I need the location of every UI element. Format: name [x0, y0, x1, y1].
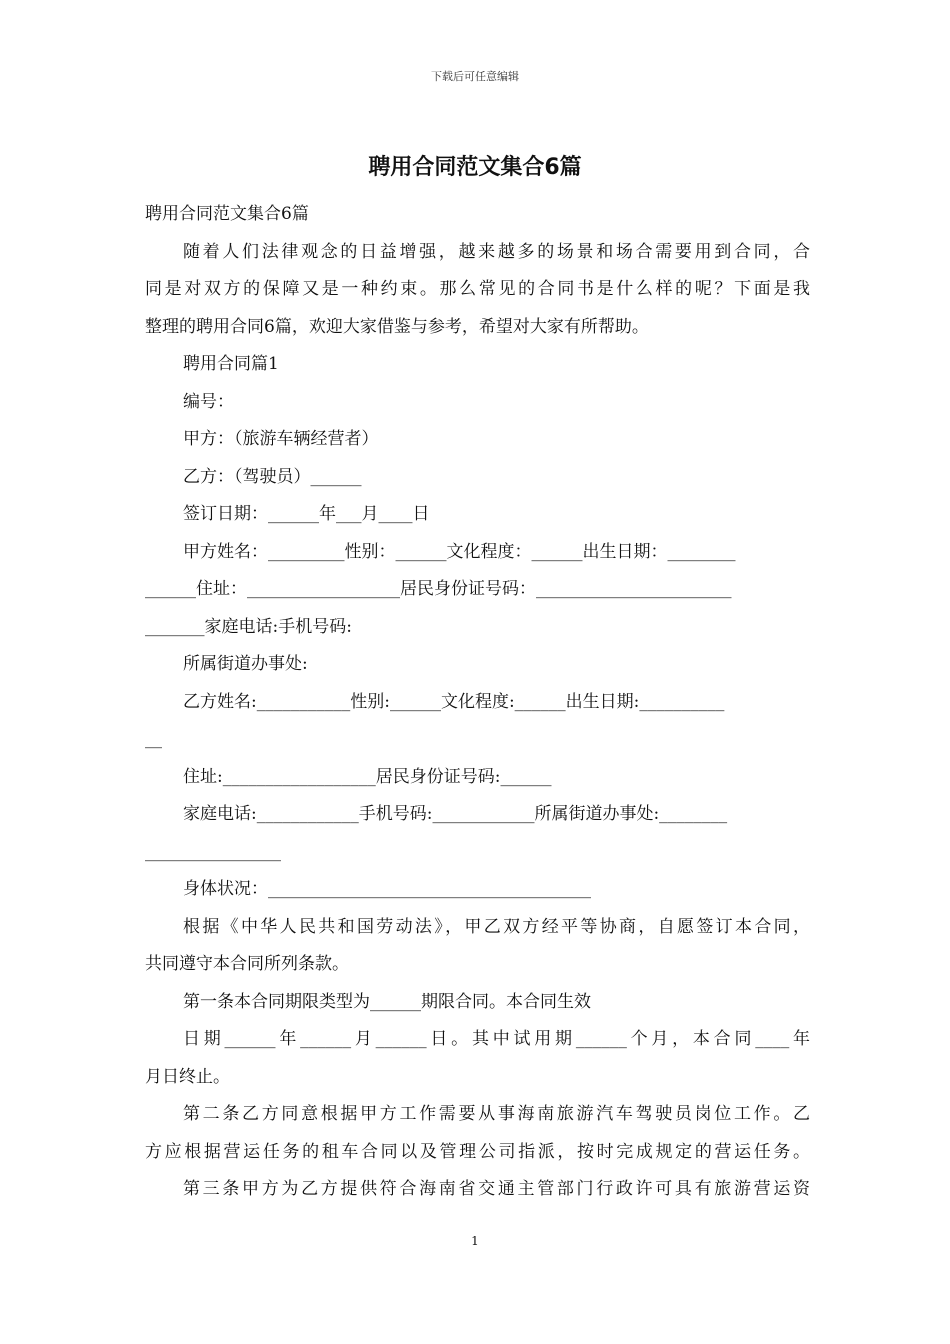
body-line: 编号： [183, 391, 234, 412]
header-note: 下载后可任意编辑 [431, 70, 519, 83]
body-line: 整理的聘用合同6篇，欢迎大家借鉴与参考，希望对大家有所帮助。 [145, 316, 649, 337]
body-line: ______住址：__________________居民身份证号码：_______________________ [145, 579, 732, 599]
body-line: 日期______年______月______日。其中试用期______个月，本合同____年 [183, 1029, 810, 1049]
body-line: 乙方姓名:___________性别:______文化程度:______出生日期:__________ [183, 691, 725, 712]
body-line: 随着人们法律观念的日益增强，越来越多的场景和场合需要用到合同，合 [183, 241, 810, 262]
body-line: 聘用合同篇1 [183, 354, 279, 374]
body-line: 第一条本合同期限类型为______期限合同。本合同生效 [183, 991, 591, 1012]
body-line: 甲方：（旅游车辆经营者） [183, 429, 379, 449]
body-line: _______家庭电话:手机号码: [145, 616, 352, 637]
body-line: 方应根据营运任务的租车合同以及管理公司指派，按时完成规定的营运任务。 [145, 1141, 810, 1162]
document-title: 聘用合同范文集合6篇 [368, 155, 582, 180]
body-line: 第三条甲方为乙方提供符合海南省交通主管部门行政许可具有旅游营运资 [183, 1179, 810, 1199]
body-line: 聘用合同范文集合6篇 [145, 204, 309, 224]
body-line: __ [145, 729, 162, 749]
body-line: 家庭电话:____________手机号码:____________所属街道办事处:________ [183, 804, 728, 824]
body-line: 甲方姓名：_________性别：______文化程度：______出生日期：________ [183, 541, 736, 562]
body-line: 第二条乙方同意根据甲方工作需要从事海南旅游汽车驾驶员岗位工作。乙 [183, 1104, 810, 1124]
body-line: 签订日期：______年___月____日 [183, 504, 430, 524]
body-line: ________________ [145, 841, 281, 862]
document-body [145, 196, 810, 1209]
page-number: 1 [471, 1234, 479, 1248]
body-line: 乙方：（驾驶员）______ [183, 466, 362, 487]
body-line: 共同遵守本合同所列条款。 [145, 954, 349, 974]
body-line: 月日终止。 [145, 1066, 230, 1087]
body-line: 同是对双方的保障又是一种约束。那么常见的合同书是什么样的呢？下面是我 [145, 279, 810, 299]
body-line: 根据《中华人民共和国劳动法》，甲乙双方经平等协商，自愿签订本合同， [183, 916, 810, 937]
body-line: 所属街道办事处: [183, 654, 308, 674]
body-line: 住址:__________________居民身份证号码:______ [183, 766, 552, 787]
body-line: 身体状况：______________________________________ [183, 879, 591, 899]
